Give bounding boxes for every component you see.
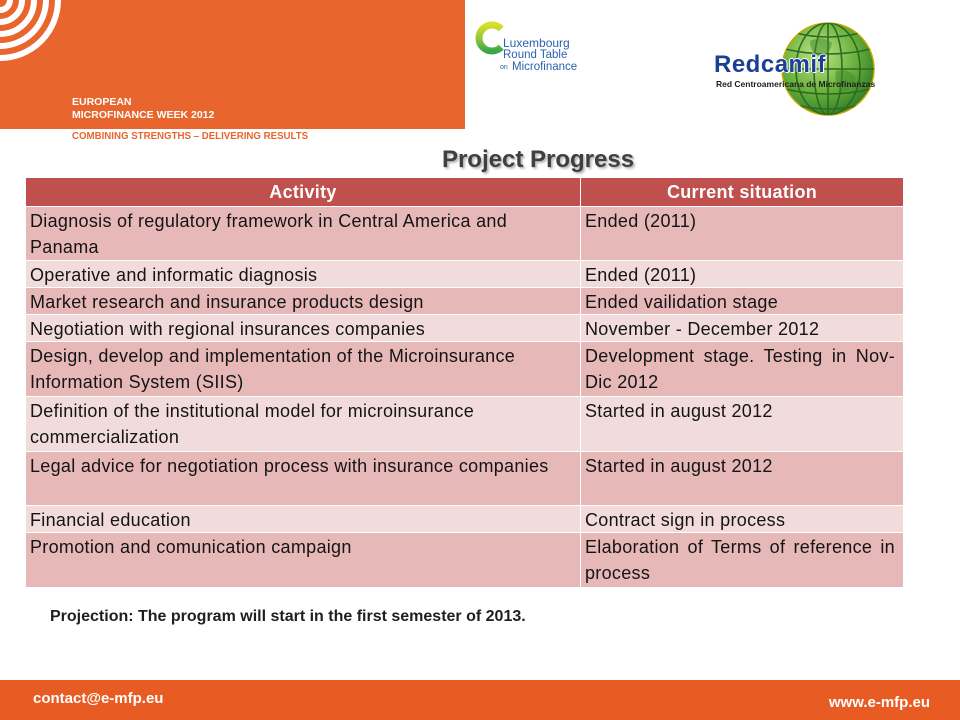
activity-cell: Design, develop and implementation of the Microinsurance Information System (SIIS) — [26, 342, 581, 397]
table-row — [26, 315, 903, 342]
event-tagline: COMBINING STRENGTHS – DELIVERING RESULTS — [72, 131, 309, 142]
activity-cell: Definition of the institutional model for microinsurance commercialization — [26, 397, 581, 452]
status-cell: Started in august 2012 — [581, 397, 903, 452]
status-cell: Ended (2011) — [581, 207, 903, 261]
event-title-line1: EUROPEAN — [72, 96, 132, 108]
table-row — [26, 288, 903, 315]
table-row — [26, 506, 903, 533]
redcamif-logo-subtitle: Red Centroamericana de Microfinanzas — [716, 79, 876, 89]
event-title-line2: MICROFINANCE WEEK 2012 — [72, 109, 215, 121]
status-cell: Development stage. Testing in Nov-Dic 2012 — [581, 342, 903, 397]
contact-email: contact@e-mfp.eu — [33, 690, 164, 707]
table-row — [26, 261, 903, 288]
table-row — [26, 397, 903, 452]
table-row — [26, 207, 903, 261]
table-header-row — [26, 178, 903, 207]
activity-cell: Market research and insurance products design — [26, 288, 581, 315]
activity-cell: Legal advice for negotiation process with insurance companies — [26, 452, 581, 506]
header-current-situation: Current situation — [581, 178, 903, 207]
progress-table — [26, 178, 903, 588]
event-banner — [0, 0, 465, 129]
activity-cell: Diagnosis of regulatory framework in Central America and Panama — [26, 207, 581, 261]
activity-cell: Promotion and comunication campaign — [26, 533, 581, 588]
activity-cell: Negotiation with regional insurances companies — [26, 315, 581, 342]
status-cell: Started in august 2012 — [581, 452, 903, 506]
status-cell: Ended vailidation stage — [581, 288, 903, 315]
concentric-arcs-icon — [0, 0, 66, 66]
lrt-logo-line3: Microfinance — [512, 61, 578, 73]
lrt-logo-line3-prefix: on — [500, 64, 508, 71]
website-url: www.e-mfp.eu — [828, 694, 930, 711]
table-row — [26, 533, 903, 588]
status-cell: November - December 2012 — [581, 315, 903, 342]
activity-cell: Operative and informatic diagnosis — [26, 261, 581, 288]
activity-cell: Financial education — [26, 506, 581, 533]
status-cell: Elaboration of Terms of reference in process — [581, 533, 903, 588]
status-cell: Contract sign in process — [581, 506, 903, 533]
status-cell: Ended (2011) — [581, 261, 903, 288]
lrt-logo-line2: Round Table — [503, 49, 568, 61]
footer-bar — [0, 680, 960, 720]
lrt-logo-line1: Luxembourg — [503, 36, 570, 50]
redcamif-logo-name: Redcamif — [714, 51, 827, 78]
page-title: Project Progress — [441, 146, 635, 173]
projection-note: Projection: The program will start in the first semester of 2013. — [50, 608, 526, 625]
header-activity: Activity — [26, 178, 581, 207]
table-row — [26, 452, 903, 506]
table-row — [26, 342, 903, 397]
